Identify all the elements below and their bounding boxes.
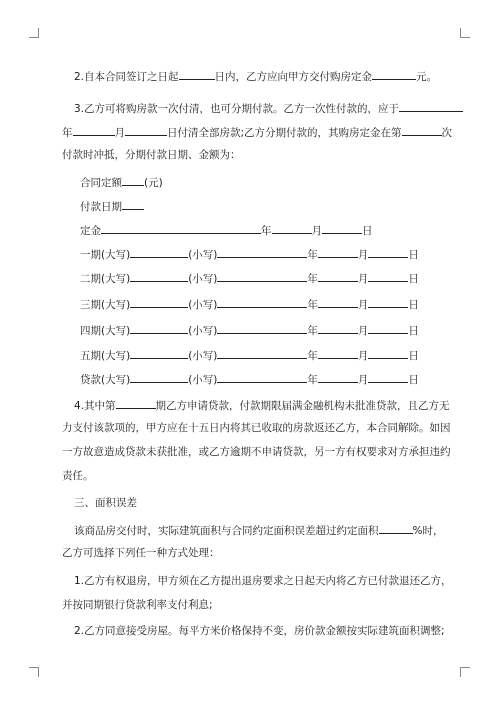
text: (小写) (188, 350, 218, 362)
area-line-2 (62, 546, 220, 560)
text: 月 (357, 350, 369, 362)
text: (大写) (101, 273, 131, 285)
text: 3.乙方可将购房款一次付清，也可分期付款。乙方一次性付款的，应于 (74, 103, 400, 115)
text: 日 (408, 249, 419, 261)
blank-deposit[interactable] (101, 222, 261, 234)
text: 月 (357, 249, 369, 261)
payment-date-line (80, 198, 144, 214)
blank-day[interactable] (368, 322, 408, 334)
installment-row (80, 246, 419, 262)
text: 日付清全部房款;乙方分期付款的，其购房定金在第 (167, 127, 402, 139)
text: 月 (357, 374, 369, 386)
text: (小写) (188, 374, 218, 386)
blank-month[interactable] (318, 270, 358, 282)
blank-month[interactable] (318, 296, 358, 308)
text: 1.乙方有权退房，甲方须在乙方提出退房要求之日起天内将乙方已付款退还乙方， (74, 575, 452, 587)
unit: (元) (144, 177, 163, 189)
installment-row (80, 296, 419, 312)
row-label: 二期 (80, 273, 101, 285)
blank-amount-lower[interactable] (217, 322, 307, 334)
blank-day[interactable] (322, 222, 362, 234)
blank-month[interactable] (318, 371, 358, 383)
text: 日 (408, 299, 419, 311)
text: 元。 (416, 71, 438, 83)
blank-day[interactable] (368, 347, 408, 359)
text: 日 (408, 325, 419, 337)
text: 日 (362, 225, 373, 237)
blank-contract-deposit[interactable] (122, 174, 144, 186)
installment-row (80, 322, 419, 338)
blank-month[interactable] (73, 124, 115, 136)
blank-days[interactable] (179, 68, 215, 80)
text: 2.自本合同签订之日起 (74, 71, 179, 83)
blank-amount-lower[interactable] (217, 270, 307, 282)
blank-amount-upper[interactable] (130, 322, 188, 334)
blank-month[interactable] (318, 322, 358, 334)
blank-amount-lower[interactable] (217, 347, 307, 359)
section-heading (74, 496, 137, 510)
text: 日 (408, 350, 419, 362)
option-2-line-1 (74, 624, 445, 638)
paragraph-4-line-2 (62, 421, 451, 435)
blank-amount-upper[interactable] (130, 246, 188, 258)
text: 力支付该款项的，甲方应在十五日内将其已收取的房款返还乙方，本合同解除。如因 (62, 422, 451, 434)
text: 该商品房交付时，实际建筑面积与合同约定面积误差超过约定面积 (74, 525, 379, 537)
text: 责任。 (62, 470, 94, 482)
text: 2.乙方同意接受房屋。每平方米价格保持不变，房价款金额按实际建筑面积调整; (74, 625, 445, 637)
text: 月 (114, 127, 125, 139)
blank-installment-number[interactable] (402, 124, 442, 136)
contract-deposit-line (80, 174, 163, 190)
row-label: 三期 (80, 299, 101, 311)
text: 4.其中第 (74, 400, 116, 412)
label: 定金 (80, 225, 101, 237)
blank-day[interactable] (125, 124, 167, 136)
text: 次 (441, 127, 453, 139)
installment-row (80, 270, 419, 286)
text: 年 (307, 273, 318, 285)
paragraph-4-line-1 (74, 397, 450, 413)
paragraph-2 (74, 68, 437, 84)
text: 月 (357, 325, 369, 337)
text: 年 (307, 350, 318, 362)
text: 日内，乙方应向甲方交付购房定金 (214, 71, 373, 83)
paragraph-3-line-3 (62, 148, 241, 162)
text: 年 (261, 225, 272, 237)
label: 合同定额 (80, 177, 122, 189)
blank-payment-date[interactable] (122, 198, 144, 210)
text: 月 (357, 299, 369, 311)
row-label: 五期 (80, 350, 101, 362)
installment-row (80, 347, 419, 363)
text: (小写) (188, 299, 218, 311)
paragraph-3-line-2 (62, 124, 452, 140)
blank-amount-upper[interactable] (130, 371, 188, 383)
blank-amount-lower[interactable] (217, 246, 307, 258)
area-line-1 (74, 522, 443, 538)
blank-amount-upper[interactable] (130, 270, 188, 282)
text: 月 (311, 225, 322, 237)
text: 年 (307, 249, 318, 261)
blank-month[interactable] (272, 222, 312, 234)
text: 乙方可选择下列任一种方式处理： (62, 547, 220, 559)
paragraph-3-line-1 (74, 100, 463, 116)
blank-day[interactable] (368, 371, 408, 383)
option-1-line-1 (74, 574, 452, 588)
text: 日 (408, 273, 419, 285)
text: (大写) (101, 325, 131, 337)
text: 一方故意造成贷款未获批准，或乙方逾期不申请贷款，另一方有权要求对方承担违约 (62, 446, 451, 458)
text: 年 (307, 374, 318, 386)
text: (小写) (188, 273, 218, 285)
row-label: 贷款 (80, 374, 101, 386)
deposit-row (80, 222, 373, 238)
text: 期乙方申请贷款，付款期限届满金融机构未批准贷款，且乙方无 (155, 400, 450, 412)
paragraph-4-line-4 (62, 469, 94, 483)
loan-row (80, 371, 419, 387)
blank-amount-lower[interactable] (217, 296, 307, 308)
text: 年 (307, 325, 318, 337)
blank-amount-upper[interactable] (130, 296, 188, 308)
blank-day[interactable] (368, 296, 408, 308)
label: 付款日期 (80, 201, 122, 213)
text: 年 (307, 299, 318, 311)
text: %时， (412, 525, 444, 537)
blank-amount-upper[interactable] (130, 347, 188, 359)
text: 日 (408, 374, 419, 386)
text: (小写) (188, 249, 218, 261)
blank-deposit-amount[interactable] (372, 68, 416, 80)
paragraph-4-line-3 (62, 445, 451, 459)
blank-month[interactable] (318, 347, 358, 359)
text: (大写) (101, 249, 131, 261)
text: 三、面积误差 (74, 497, 137, 509)
blank-month[interactable] (318, 246, 358, 258)
blank-loan-installment[interactable] (116, 397, 156, 409)
blank-amount-lower[interactable] (217, 371, 307, 383)
text: 付款时冲抵，分期付款日期、金额为： (62, 149, 241, 161)
blank-day[interactable] (368, 246, 408, 258)
blank-day[interactable] (368, 270, 408, 282)
text: 并按同期银行贷款利率支付利息; (62, 599, 213, 611)
text: (大写) (101, 350, 131, 362)
blank-year-payoff[interactable] (399, 100, 463, 112)
text: 月 (357, 273, 369, 285)
text: (小写) (188, 325, 218, 337)
row-label: 四期 (80, 325, 101, 337)
text: 年 (62, 127, 73, 139)
option-1-line-2 (62, 598, 213, 612)
text: (大写) (101, 374, 131, 386)
blank-area-percent[interactable] (379, 522, 413, 534)
row-label: 一期 (80, 249, 101, 261)
text: (大写) (101, 299, 131, 311)
